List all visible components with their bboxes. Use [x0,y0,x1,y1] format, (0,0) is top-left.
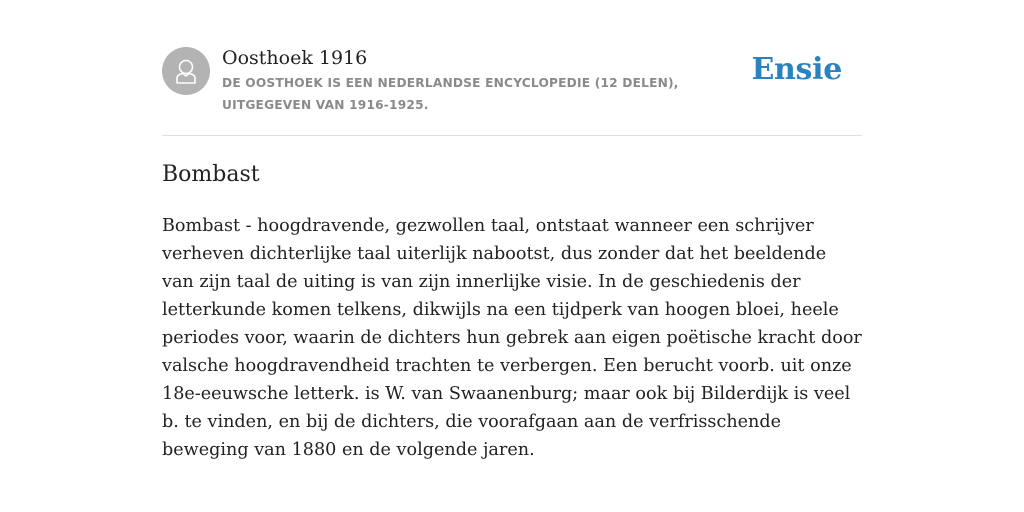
source-description: DE OOSTHOEK IS EEN NEDERLANDSE ENCYCLOPEDIE (12 DELEN), UITGEGEVEN VAN 1916-1925. [222,76,679,112]
user-placeholder-icon [162,47,210,95]
entry-body: Bombast - hoogdravende, gezwollen taal, ontstaat wanneer een schrijver verheven dichterlijke taal uiterlijk nabootst, dus zonder dat het beeldende van zijn taal de uiting is van zijn innerlijke visie. In de geschiedenis der letterkunde komen telkens, dikwijls na een tijdperk van hoogen bloei, heele periodes voor, waarin de dichters hun gebrek aan eigen poëtische kracht door valsche hoogdravendheid trachten te verbergen. Een berucht voorb. uit onze 18e-eeuwsche letterk. is W. van Swaanenburg; maar ook bij Bilderdijk is veel b. te vinden, en bij de dichters, die voorafgaan aan de verfrisschende beweging van 1880 en de volgende jaren. [162,216,862,460]
source-title[interactable]: Oosthoek 1916 [222,47,368,69]
entry-title: Bombast [162,162,260,187]
header-divider [162,135,862,136]
source-header [162,46,862,116]
ensie-logo[interactable]: Ensie [751,52,842,87]
source-avatar [162,47,210,95]
